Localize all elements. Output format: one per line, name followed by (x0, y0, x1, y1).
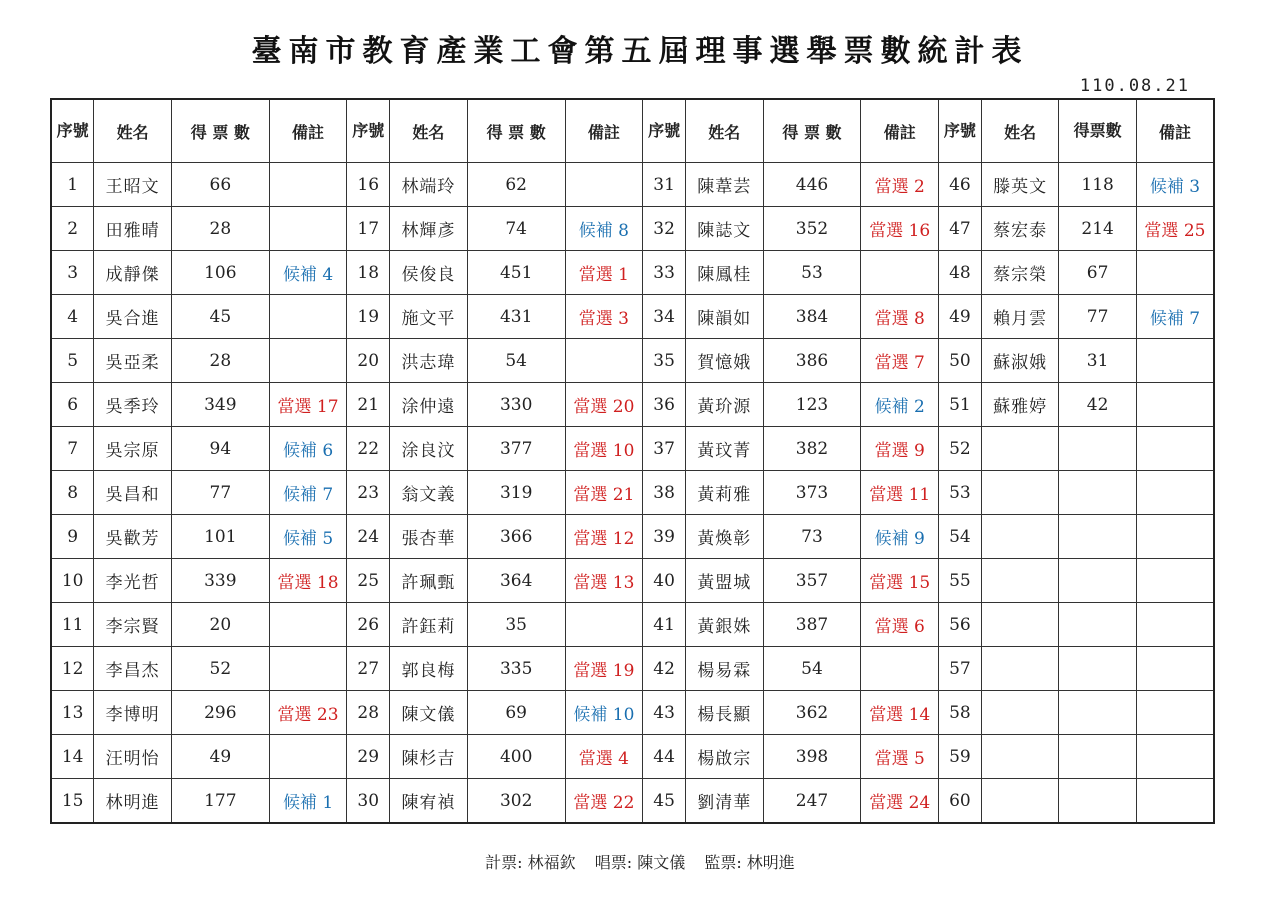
remark: 當選 18 (269, 559, 347, 603)
vote-count: 62 (467, 163, 565, 207)
vote-count (1059, 779, 1137, 824)
remark (1136, 383, 1214, 427)
candidate-number: 5 (51, 339, 94, 383)
header-votes: 得 票 數 (467, 99, 565, 163)
remark: 候補 7 (1136, 295, 1214, 339)
candidate-name: 許鈺莉 (390, 603, 468, 647)
vote-count: 339 (171, 559, 269, 603)
vote-count (1059, 427, 1137, 471)
candidate-number: 24 (347, 515, 390, 559)
table-row (51, 691, 1214, 735)
vote-count (1059, 515, 1137, 559)
candidate-name: 蔡宗榮 (981, 251, 1059, 295)
remark: 當選 24 (861, 779, 939, 824)
vote-count: 49 (171, 735, 269, 779)
remark (1136, 779, 1214, 824)
candidate-number: 59 (938, 735, 981, 779)
candidate-name: 林明進 (94, 779, 172, 824)
candidate-number: 58 (938, 691, 981, 735)
candidate-name: 李昌杰 (94, 647, 172, 691)
vote-count: 382 (763, 427, 861, 471)
candidate-name: 陳鳳桂 (686, 251, 764, 295)
header-votes: 得 票 數 (763, 99, 861, 163)
table-row (51, 251, 1214, 295)
candidate-number: 12 (51, 647, 94, 691)
remark: 當選 11 (861, 471, 939, 515)
table-row (51, 427, 1214, 471)
remark: 當選 4 (565, 735, 643, 779)
remark: 當選 12 (565, 515, 643, 559)
candidate-name: 施文平 (390, 295, 468, 339)
remark: 當選 20 (565, 383, 643, 427)
candidate-name: 吳宗原 (94, 427, 172, 471)
candidate-number: 37 (643, 427, 686, 471)
remark: 候補 7 (269, 471, 347, 515)
candidate-number: 29 (347, 735, 390, 779)
candidate-name: 吳亞柔 (94, 339, 172, 383)
candidate-number: 8 (51, 471, 94, 515)
header-name: 姓名 (94, 99, 172, 163)
vote-count: 74 (467, 207, 565, 251)
remark: 當選 25 (1136, 207, 1214, 251)
candidate-name: 楊長顯 (686, 691, 764, 735)
remark: 當選 8 (861, 295, 939, 339)
remark: 候補 6 (269, 427, 347, 471)
candidate-name: 陳誌文 (686, 207, 764, 251)
vote-count (1059, 735, 1137, 779)
table-row (51, 471, 1214, 515)
vote-count: 94 (171, 427, 269, 471)
vote-count (1059, 691, 1137, 735)
candidate-number: 6 (51, 383, 94, 427)
vote-count: 366 (467, 515, 565, 559)
candidate-name: 陳文儀 (390, 691, 468, 735)
candidate-number: 15 (51, 779, 94, 824)
vote-count: 400 (467, 735, 565, 779)
remark: 當選 15 (861, 559, 939, 603)
candidate-name (981, 515, 1059, 559)
remark: 候補 1 (269, 779, 347, 824)
table-row (51, 515, 1214, 559)
candidate-number: 2 (51, 207, 94, 251)
header-remarks: 備註 (861, 99, 939, 163)
candidate-name: 蘇淑娥 (981, 339, 1059, 383)
page-title: 臺南市教育產業工會第五屆理事選舉票數統計表 (251, 34, 1029, 69)
remark (1136, 603, 1214, 647)
vote-count: 377 (467, 427, 565, 471)
header-seq: 序號 (347, 99, 390, 163)
candidate-name: 郭良梅 (390, 647, 468, 691)
candidate-number: 18 (347, 251, 390, 295)
candidate-name: 吳歡芳 (94, 515, 172, 559)
candidate-number: 51 (938, 383, 981, 427)
vote-count (1059, 471, 1137, 515)
vote-count: 69 (467, 691, 565, 735)
vote-count: 446 (763, 163, 861, 207)
remark: 候補 5 (269, 515, 347, 559)
remark (269, 163, 347, 207)
candidate-number: 16 (347, 163, 390, 207)
remark: 當選 5 (861, 735, 939, 779)
remark (1136, 559, 1214, 603)
remark: 當選 23 (269, 691, 347, 735)
candidate-number: 38 (643, 471, 686, 515)
candidate-name: 林輝彥 (390, 207, 468, 251)
candidate-number: 54 (938, 515, 981, 559)
candidate-number: 55 (938, 559, 981, 603)
vote-count: 386 (763, 339, 861, 383)
header-remarks: 備註 (269, 99, 347, 163)
vote-count: 35 (467, 603, 565, 647)
vote-count: 54 (763, 647, 861, 691)
header-seq: 序號 (643, 99, 686, 163)
vote-count: 67 (1059, 251, 1137, 295)
candidate-name: 賴月雲 (981, 295, 1059, 339)
vote-count: 302 (467, 779, 565, 824)
candidate-name: 劉清華 (686, 779, 764, 824)
vote-count: 319 (467, 471, 565, 515)
candidate-name (981, 779, 1059, 824)
table-row (51, 779, 1214, 824)
candidate-number: 56 (938, 603, 981, 647)
vote-count: 362 (763, 691, 861, 735)
vote-count: 101 (171, 515, 269, 559)
vote-count: 52 (171, 647, 269, 691)
candidate-number: 21 (347, 383, 390, 427)
vote-count: 330 (467, 383, 565, 427)
candidate-name: 李光哲 (94, 559, 172, 603)
candidate-name: 吳合進 (94, 295, 172, 339)
table-row (51, 559, 1214, 603)
remark (269, 647, 347, 691)
candidate-number: 41 (643, 603, 686, 647)
remark: 當選 17 (269, 383, 347, 427)
vote-count: 28 (171, 339, 269, 383)
candidate-name: 黃盟城 (686, 559, 764, 603)
remark: 當選 19 (565, 647, 643, 691)
candidate-name (981, 427, 1059, 471)
remark: 當選 2 (861, 163, 939, 207)
remark (1136, 647, 1214, 691)
candidate-number: 17 (347, 207, 390, 251)
vote-count (1059, 559, 1137, 603)
vote-count: 177 (171, 779, 269, 824)
remark (1136, 339, 1214, 383)
remark (1136, 691, 1214, 735)
document-date: 110.08.21 (1079, 76, 1190, 96)
header-remarks: 備註 (1136, 99, 1214, 163)
header-seq: 序號 (51, 99, 94, 163)
candidate-number: 34 (643, 295, 686, 339)
candidate-name (981, 471, 1059, 515)
candidate-number: 31 (643, 163, 686, 207)
vote-count: 54 (467, 339, 565, 383)
vote-count: 387 (763, 603, 861, 647)
table-row (51, 295, 1214, 339)
remark (861, 647, 939, 691)
vote-count: 77 (171, 471, 269, 515)
remark: 候補 3 (1136, 163, 1214, 207)
candidate-number: 45 (643, 779, 686, 824)
header-votes: 得票數 (1059, 99, 1137, 163)
vote-count: 296 (171, 691, 269, 735)
candidate-name: 許珮甄 (390, 559, 468, 603)
header-seq: 序號 (938, 99, 981, 163)
remark: 當選 16 (861, 207, 939, 251)
table-header-row (51, 99, 1214, 163)
candidate-number: 10 (51, 559, 94, 603)
remark: 當選 1 (565, 251, 643, 295)
candidate-number: 23 (347, 471, 390, 515)
candidate-number: 7 (51, 427, 94, 471)
table-row (51, 163, 1214, 207)
table-row (51, 603, 1214, 647)
candidate-name: 滕英文 (981, 163, 1059, 207)
remark: 候補 8 (565, 207, 643, 251)
remark (269, 735, 347, 779)
candidate-number: 27 (347, 647, 390, 691)
candidate-name: 李宗賢 (94, 603, 172, 647)
vote-count: 431 (467, 295, 565, 339)
candidate-name: 黃煥彰 (686, 515, 764, 559)
candidate-name: 張杏華 (390, 515, 468, 559)
candidate-number: 1 (51, 163, 94, 207)
candidate-name: 涂仲遠 (390, 383, 468, 427)
footer-counter: 計票: 林福欽 (485, 853, 576, 872)
header-name: 姓名 (390, 99, 468, 163)
remark (861, 251, 939, 295)
header-remarks: 備註 (565, 99, 643, 163)
vote-count: 352 (763, 207, 861, 251)
remark (269, 207, 347, 251)
remark: 當選 22 (565, 779, 643, 824)
candidate-name: 洪志瑋 (390, 339, 468, 383)
footer-monitor: 監票: 林明進 (704, 853, 795, 872)
remark: 候補 2 (861, 383, 939, 427)
candidate-number: 19 (347, 295, 390, 339)
vote-count: 364 (467, 559, 565, 603)
candidate-name: 陳韻如 (686, 295, 764, 339)
remark (1136, 251, 1214, 295)
vote-count: 53 (763, 251, 861, 295)
vote-count-table (50, 98, 1215, 824)
candidate-number: 47 (938, 207, 981, 251)
vote-count: 247 (763, 779, 861, 824)
candidate-name: 黃銀姝 (686, 603, 764, 647)
vote-count: 335 (467, 647, 565, 691)
candidate-number: 30 (347, 779, 390, 824)
header-name: 姓名 (686, 99, 764, 163)
table-row (51, 647, 1214, 691)
vote-count: 349 (171, 383, 269, 427)
remark (269, 295, 347, 339)
candidate-name: 汪明怡 (94, 735, 172, 779)
remark (565, 163, 643, 207)
candidate-name: 賀憶娥 (686, 339, 764, 383)
remark: 當選 10 (565, 427, 643, 471)
candidate-name: 涂良汶 (390, 427, 468, 471)
vote-count: 123 (763, 383, 861, 427)
remark (565, 339, 643, 383)
remark (1136, 515, 1214, 559)
candidate-name (981, 559, 1059, 603)
candidate-name: 黃莉雅 (686, 471, 764, 515)
candidate-number: 25 (347, 559, 390, 603)
remark: 當選 13 (565, 559, 643, 603)
candidate-number: 35 (643, 339, 686, 383)
vote-count: 73 (763, 515, 861, 559)
candidate-number: 26 (347, 603, 390, 647)
vote-count: 118 (1059, 163, 1137, 207)
candidate-number: 14 (51, 735, 94, 779)
remark (1136, 427, 1214, 471)
candidate-number: 28 (347, 691, 390, 735)
candidate-number: 42 (643, 647, 686, 691)
candidate-number: 52 (938, 427, 981, 471)
vote-count: 373 (763, 471, 861, 515)
vote-count: 31 (1059, 339, 1137, 383)
table-row (51, 383, 1214, 427)
header-name: 姓名 (981, 99, 1059, 163)
table-row (51, 207, 1214, 251)
candidate-number: 13 (51, 691, 94, 735)
candidate-name: 侯俊良 (390, 251, 468, 295)
footer-signatures (0, 850, 1280, 873)
remark: 當選 9 (861, 427, 939, 471)
candidate-name: 翁文義 (390, 471, 468, 515)
table-row (51, 339, 1214, 383)
remark (269, 603, 347, 647)
candidate-number: 43 (643, 691, 686, 735)
candidate-number: 44 (643, 735, 686, 779)
vote-count: 357 (763, 559, 861, 603)
table-body (51, 163, 1214, 824)
remark (565, 603, 643, 647)
candidate-name: 李博明 (94, 691, 172, 735)
candidate-number: 9 (51, 515, 94, 559)
candidate-name: 陳葦芸 (686, 163, 764, 207)
candidate-name (981, 647, 1059, 691)
candidate-number: 33 (643, 251, 686, 295)
candidate-name (981, 603, 1059, 647)
candidate-name: 林端玲 (390, 163, 468, 207)
remark: 候補 10 (565, 691, 643, 735)
candidate-name: 楊啟宗 (686, 735, 764, 779)
vote-count: 42 (1059, 383, 1137, 427)
candidate-name: 黃玟菁 (686, 427, 764, 471)
remark: 當選 7 (861, 339, 939, 383)
candidate-name (981, 691, 1059, 735)
candidate-name: 楊易霖 (686, 647, 764, 691)
candidate-number: 22 (347, 427, 390, 471)
candidate-number: 60 (938, 779, 981, 824)
candidate-number: 48 (938, 251, 981, 295)
candidate-number: 11 (51, 603, 94, 647)
table-row (51, 735, 1214, 779)
remark (1136, 471, 1214, 515)
remark: 候補 4 (269, 251, 347, 295)
candidate-name: 黃玠源 (686, 383, 764, 427)
candidate-name: 吳季玲 (94, 383, 172, 427)
candidate-name: 成靜傑 (94, 251, 172, 295)
candidate-number: 49 (938, 295, 981, 339)
vote-count: 45 (171, 295, 269, 339)
candidate-name: 田雅晴 (94, 207, 172, 251)
vote-count: 398 (763, 735, 861, 779)
candidate-number: 53 (938, 471, 981, 515)
candidate-number: 3 (51, 251, 94, 295)
candidate-number: 57 (938, 647, 981, 691)
vote-count: 20 (171, 603, 269, 647)
vote-count: 384 (763, 295, 861, 339)
candidate-number: 20 (347, 339, 390, 383)
candidate-number: 36 (643, 383, 686, 427)
candidate-name: 吳昌和 (94, 471, 172, 515)
vote-count: 28 (171, 207, 269, 251)
remark: 當選 14 (861, 691, 939, 735)
vote-count: 451 (467, 251, 565, 295)
remark: 候補 9 (861, 515, 939, 559)
candidate-name: 王昭文 (94, 163, 172, 207)
candidate-number: 46 (938, 163, 981, 207)
candidate-number: 32 (643, 207, 686, 251)
vote-count: 214 (1059, 207, 1137, 251)
candidate-name: 蔡宏泰 (981, 207, 1059, 251)
remark: 當選 3 (565, 295, 643, 339)
vote-count (1059, 603, 1137, 647)
remark (269, 339, 347, 383)
candidate-name: 陳杉吉 (390, 735, 468, 779)
header-votes: 得 票 數 (171, 99, 269, 163)
candidate-number: 40 (643, 559, 686, 603)
candidate-name (981, 735, 1059, 779)
remark: 當選 21 (565, 471, 643, 515)
candidate-number: 50 (938, 339, 981, 383)
candidate-name: 蘇雅婷 (981, 383, 1059, 427)
candidate-name: 陳宥禎 (390, 779, 468, 824)
vote-count (1059, 647, 1137, 691)
remark (1136, 735, 1214, 779)
remark: 當選 6 (861, 603, 939, 647)
vote-count: 66 (171, 163, 269, 207)
vote-count: 77 (1059, 295, 1137, 339)
candidate-number: 39 (643, 515, 686, 559)
footer-caller: 唱票: 陳文儀 (594, 853, 686, 872)
candidate-number: 4 (51, 295, 94, 339)
vote-count: 106 (171, 251, 269, 295)
